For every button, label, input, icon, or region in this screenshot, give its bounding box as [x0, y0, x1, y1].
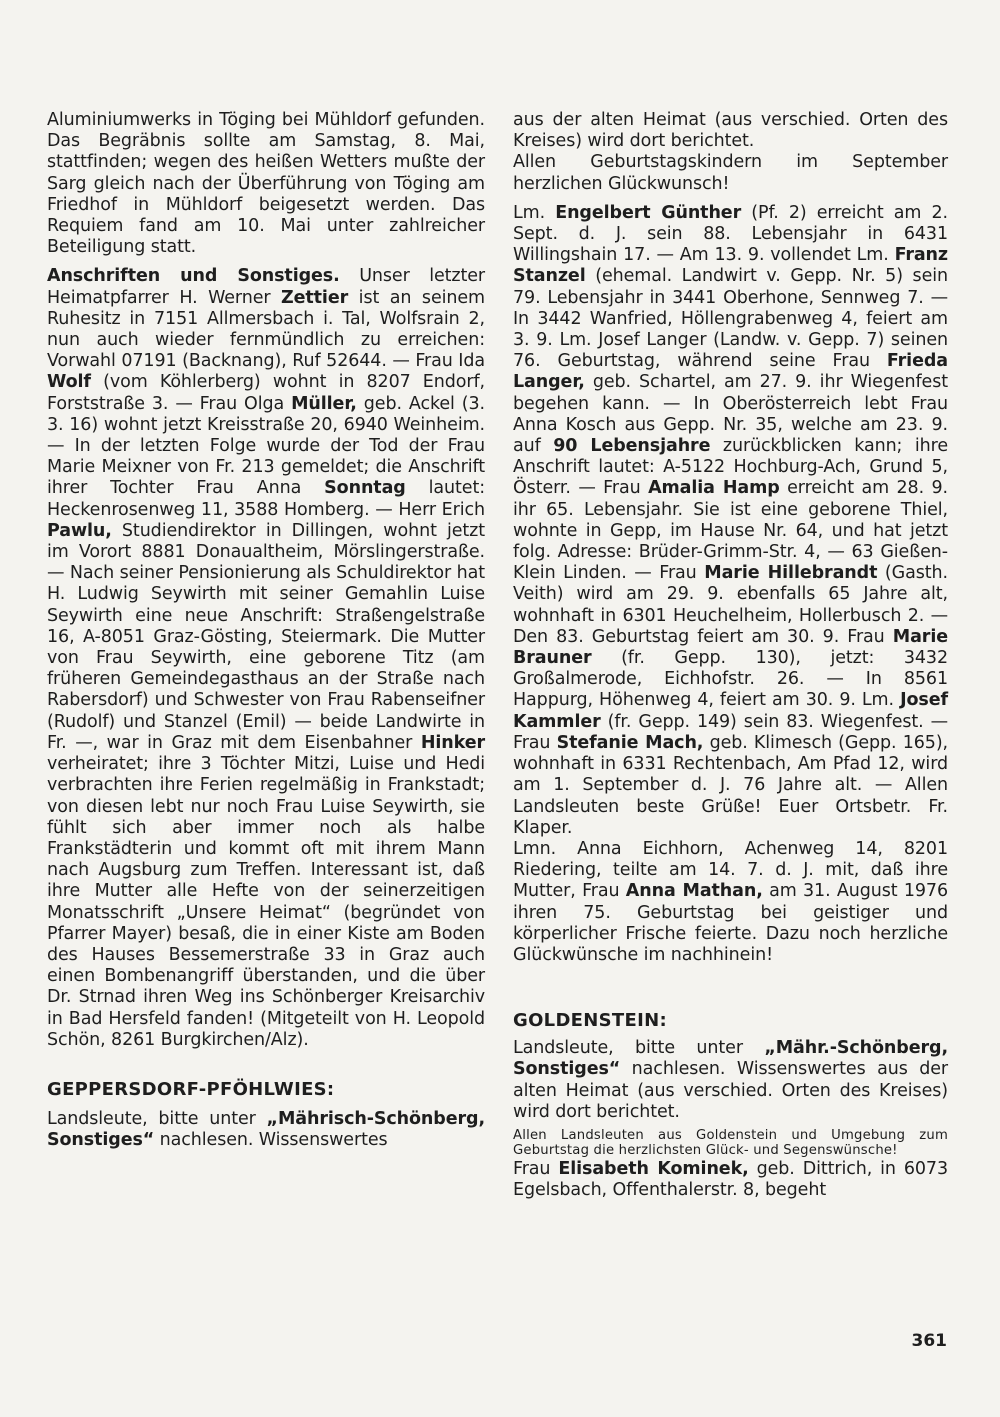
text-span: geb. Schartel, am 27. 9. ihr Wiegenfest begehen kann. — In Oberösterreich lebt Frau Anna Kosch aus Gepp. Nr. 35, welche am 23. 9. auf: [513, 372, 948, 457]
text-span: ist an seinem Ruhesitz in 7151 Allmersbach i. Tal, Wolfsrain 2, nun auch wieder fernmündlich zu erreichen: Vorwahl 07191 (Backnang), Ruf 52644. — Frau Ida: [47, 287, 485, 372]
text-span: lautet: Heckenrosenweg 11, 3588 Homberg. — Herr Erich: [47, 478, 486, 520]
name-stefanie-mach: Stefanie Mach,: [556, 732, 704, 753]
paragraph-goldenstein-intro: [513, 1038, 948, 1123]
text-span: Landsleute, bitte unter: [47, 1108, 267, 1129]
reference-maehr-schoenberg: „Mähr.-Schönberg, Sonstiges“: [513, 1038, 948, 1080]
paragraph-kominek: [513, 1159, 948, 1201]
text-span: am 31. August 1976 ihren 75. Geburtstag bei geistiger und körperlicher Frische feierte. Dazu noch herzliche Glückwünsche im nachhinein!: [513, 881, 948, 965]
text-span: nachlesen. Wissenswertes aus der alten Heimat (aus verschied. Orten des Kreises) wird dort berichtet.: [513, 1059, 948, 1122]
text-span: geb. Dittrich, in 6073 Egelsbach, Offenthalerstr. 8, begeht: [513, 1158, 948, 1200]
name-anna-mathan: Anna Mathan,: [625, 881, 763, 902]
right-column: [513, 110, 948, 1201]
text-span: Frau: [513, 1158, 559, 1179]
text-span: Unser letzter Heimatpfarrer H. Werner: [47, 266, 485, 308]
name-hinker: Hinker: [420, 732, 485, 753]
text-span: Studiendirektor in Dillingen, wohnt jetzt im Vorort 8881 Donaualtheim, Mörslingerstraße. — Nach seiner Pensionierung als Schuldirektor hat H. Ludwig Seywirth mit seiner Gemahlin Luise Seywirth eine neue Anschrift: Straßengelstraße 16, A-8051 Graz-Gösting, Steiermark. Die Mutter von Frau Seywirth, eine geborene Titz (am früheren Gemeindegasthaus an der Straße nach Rabersdorf) und Schwester von Frau Rabenseifner (Rudolf) und Stanzel (Emil) — beide Landwirte in Fr. —, war in Graz mit dem Eisenbahner: [47, 520, 485, 753]
text-span: geb. Klimesch (Gepp. 165), wohnhaft in 6331 Rechtenbach, Am Pfad 12, wird am 1. September d. J. 76 Jahre alt. — Allen Landsleuten beste Grüße! Euer Ortsbetr. Fr. Klaper.: [513, 732, 949, 838]
text-span: (Pf. 2) erreicht am 2. Sept. d. J. sein 88. Lebensjahr in 6431 Willingshain 17. — Am 13. 9. vollendet Lm.: [513, 202, 948, 266]
text-span: Lm.: [513, 202, 556, 223]
paragraph-birthdays: [513, 203, 948, 839]
paragraph-toeging: Aluminiumwerks in Töging bei Mühldorf gefunden. Das Begräbnis sollte am Samstag, 8. Mai, stattfinden; wegen des heißen Wetters mußte der Sarg gleich nach der Überführung von Töging am Friedhof in Mühldorf beigesetzt werden. Das Requiem fand am 10. Mai unter zahlreicher Beteiligung statt.: [47, 110, 485, 258]
name-marie-brauner: Marie Brauner: [513, 626, 948, 669]
text-span: Lmn. Anna Eichhorn, Achenweg 14, 8201 Riedering, teilte am 14. 7. d. J. mit, daß ihre Mutter, Frau: [513, 838, 948, 902]
paragraph-continuation: aus der alten Heimat (aus verschied. Orten des Kreises) wird dort berichtet.: [513, 110, 948, 152]
name-frieda-langer: Frieda Langer,: [513, 351, 948, 393]
name-mueller: Müller,: [291, 393, 357, 414]
name-zettier: Zettier: [281, 287, 349, 308]
name-josef-kammler: Josef Kammler: [513, 690, 948, 732]
name-sonntag: Sonntag: [324, 478, 406, 499]
text-span: verheiratet; ihre 3 Töchter Mitzi, Luise und Hedi verbrachten ihre Ferien regelmäßig in Frankstadt; von diesen lebt nur noch Frau Luise Seywirth, sie fühlt sich aber immer noch als halbe Frankstädterin und kommt oft mit ihrem Mann nach Augsburg zum Treffen. Interessant ist, daß ihre Mutter alle Hefte von der seinerzeitigen Monatsschrift „Unsere Heimat“ (begründet von Pfarrer Mayer) besaß, die in einer Kiste am Boden des Hauses Bessemerstraße 33 in Graz auch einen Bombenangriff überstanden, und die über Dr. Strnad ihren Weg ins Schönberger Kreisarchiv in Bad Hersfeld fanden! (Mitgeteilt von H. Leopold Schön, 8261 Burgkirchen/Alz).: [47, 754, 485, 1050]
paragraph-september-wishes: Allen Geburtstagskindern im September herzlichen Glückwunsch!: [513, 152, 948, 194]
text-span: (ehemal. Landwirt v. Gepp. Nr. 5) sein 79. Lebensjahr in 3441 Oberhone, Sennweg 7. — In 3442 Wanfried, Höllengrabenweg 4, feiert am 3. 9. Lm. Josef Langer (Landw. v. Gepp. 7) seinen 76. Geburtstag, während seine Frau: [513, 266, 948, 372]
text-span: (vom Köhlerberg) wohnt in 8207 Endorf, Forststraße 3. — Frau Olga: [47, 372, 485, 414]
name-amalia-hamp: Amalia Hamp: [648, 478, 780, 499]
page-number: 361: [911, 1331, 947, 1351]
text-span: (Gasth. Veith) wird am 29. 9. ebenfalls 65 Jahre alt, wohnhaft in 6301 Heuchelheim, Hollerbusch 2. — Den 83. Geburtstag feiert am 30. 9. Frau: [513, 563, 948, 647]
text-span: (fr. Gepp. 149) sein 83. Wiegenfest. — Frau: [513, 711, 948, 753]
text-90-lebensjahre: 90 Lebensjahre: [553, 436, 711, 457]
name-wolf: Wolf: [47, 372, 91, 393]
section-label-anschriften: Anschriften und Sonstiges.: [47, 266, 340, 287]
heading-goldenstein: GOLDENSTEIN:: [513, 1010, 667, 1032]
text-span: (fr. Gepp. 130), jetzt: 3432 Großalmerode, Eichhofstr. 26. — In 8561 Happurg, Höhenweg 4, feiert am 30. 9. Lm.: [513, 648, 948, 711]
paragraph-eichhorn: [513, 839, 948, 966]
paragraph-geppersdorf-intro: [47, 1109, 485, 1151]
name-marie-hillebrandt: Marie Hillebrandt: [704, 563, 878, 584]
text-span: erreicht am 28. 9. ihr 65. Lebensjahr. Sie ist eine geborene Thiel, wohnte in Gepp, im Hause Nr. 64, und hat jetzt folg. Adresse: Brüder-Grimm-Str. 4, — 63 Gießen-Klein Linden. — Frau: [513, 478, 948, 584]
left-column: [47, 110, 485, 1151]
paragraph-goldenstein-wishes: Allen Landsleuten aus Goldenstein und Umgebung zum Geburtstag die herzlichsten Glück- und Segenswünsche!: [513, 1127, 948, 1158]
text-span: geb. Ackel (3. 3. 16) wohnt jetzt Kreisstraße 20, 6940 Weinheim. — In der letzten Folge wurde der Tod der Frau Marie Meixner von Fr. 213 gemeldet; die Anschrift ihrer Tochter Frau Anna: [47, 393, 485, 499]
name-elisabeth-kominek: Elisabeth Kominek,: [558, 1158, 749, 1179]
name-franz-stanzel: Franz Stanzel: [513, 245, 948, 287]
paragraph-anschriften: [47, 266, 485, 1051]
name-pawlu: Pawlu,: [47, 520, 112, 541]
reference-maehrisch-schoenberg: „Mährisch-Schönberg, Sonstiges“: [47, 1108, 485, 1151]
heading-geppersdorf: GEPPERSDORF-PFÖHLWIES:: [47, 1078, 335, 1100]
text-span: nachlesen. Wissenswertes: [154, 1130, 388, 1151]
text-span: zurückblicken kann; ihre Anschrift lautet: A-5122 Hochburg-Ach, Grund 5, Österr. — Frau: [513, 436, 948, 499]
text-span: Landsleute, bitte unter: [513, 1038, 765, 1059]
name-engelbert-guenther: Engelbert Günther: [555, 202, 742, 223]
